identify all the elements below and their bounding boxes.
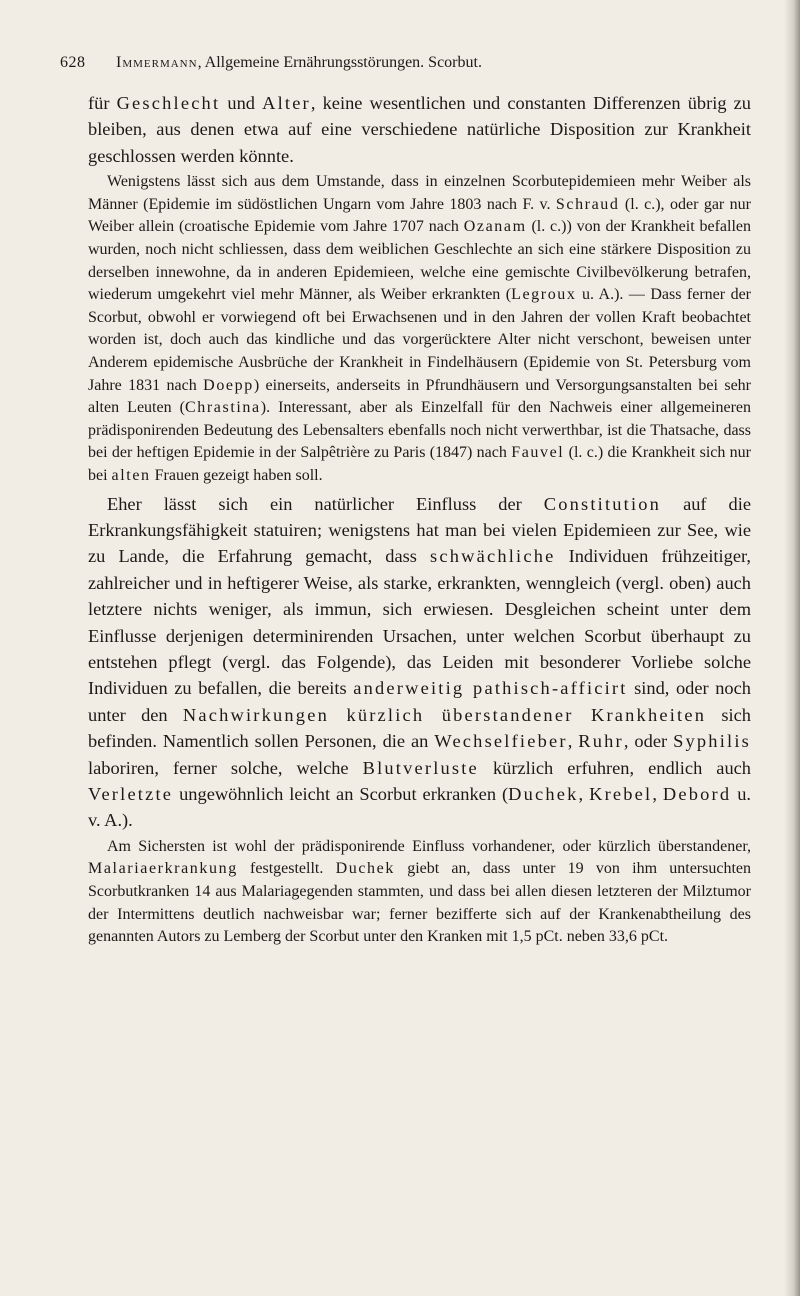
author-name: Schraud [555,195,620,213]
author-name: Debord [662,784,732,804]
spaced-term: schwächliche [430,546,556,567]
spaced-term: Nachwirkungen kürzlich überstandener Krankheiten [182,704,707,725]
spaced-term: Verletzte [88,784,174,804]
spaced-term: Syphilis [673,731,751,752]
author-name: Duchek [335,860,395,878]
spaced-term: Geschlecht [116,93,221,113]
body-text [88,90,751,949]
paragraph-note-sex-age: Wenigstens lässt sich aus dem Umstande, dass in einzelnen Scorbutepidemieen mehr Weiber als Männer (Epidemie im südöstlichen Ungarn vom Jahre 1803 nach F. v. Schraud (l. c.), oder gar nur Weiber allein (croatische Epidemie vom Jahre 1707 nach Ozanam (l. c.)) von der Krankheit befallen wurden, noch nicht schliessen, dass dem weiblichen Geschlechte an sich eine stärkere Disposition zu derselben innewohne, da in anderen Epidemieen, welche eine gemischte Civilbevölkerung betrafen, wiederum umgekehrt viel mehr Männer, als Weiber erkrankten (Legroux u. A.). — Dass ferner der Scorbut, obwohl er vorwiegend oft bei Erwachsenen und in den Jahren der vollen Kraft beobachtet worden ist, doch auch das kindliche und das vorgerücktere Alter nicht verschont, beweisen unter Anderem epidemische Ausbrüche der Krankheit in Findelhäusern (Epidemie von St. Petersburg vom Jahre 1831 nach Doepp) einerseits, anderseits in Pfrundhäusern und Versorgungsanstalten bei sehr alten Leuten (Chrastina). Interessant, aber als Einzelfall für den Nachweis einer allgemeineren prädisponirenden Bedeutung des Lebensalters ebenfalls noch nicht verwerthbar, ist die Thatsache, dass bei der heftigen Epidemie in der Salpêtrière zu Paris (1847) nach Fauvel (l. c.) die Krankheit sich nur bei alten Frauen gezeigt haben soll. [88,173,752,484]
spaced-term: anderweitig pathisch-afficirt [353,678,628,699]
author-name: Legroux [511,286,577,304]
spaced-term: Blutverluste [362,757,479,778]
running-head-author: Immermann [116,54,198,71]
author-name: Duchek [508,784,579,804]
author-name: Krebel [589,784,653,804]
spaced-term: Ruhr [578,731,624,752]
running-head [116,54,482,72]
page-number: 628 [60,54,86,71]
spaced-term: alten [111,466,151,484]
author-name: Ozanam [463,218,527,236]
author-name: Doepp [203,376,254,394]
spaced-term: Constitution [543,493,662,514]
paragraph-continuation: für Geschlecht und Alter, keine wesentlichen und constanten Differenzen übrig zu bleiben, aus denen etwa auf eine verschiedene natürliche Disposition zur Krankheit geschlossen werden könnte. [88,93,752,166]
running-header [60,54,760,78]
paragraph-constitution: Eher lässt sich ein natürlicher Einfluss der Constitution auf die Erkrankungsfähigkeit statuiren; wenigstens hat man bei vielen Epidemieen zur See, wie zu Lande, die Erfahrung gemacht, dass schwächliche Individuen frühzeitiger, zahlreicher und in heftigerer Weise, als starke, erkrankten, wenngleich (vergl. oben) auch letztere nichts weniger, als immun, sich erwiesen. Desgleichen scheint unter dem Einflusse derjenigen determinirenden Ursachen, unter welchen Scorbut überhaupt zu entstehen pflegt (vergl. das Folgende), das Leiden mit besonderer Vorliebe solche Individuen zu befallen, die bereits anderweitig pathisch-afficirt sind, oder noch unter den Nachwirkungen kürzlich überstandener Krankheiten sich befinden. Namentlich sollen Personen, die an Wechselfieber, Ruhr, oder Syphilis laboriren, ferner solche, welche Blutverluste kürzlich erfuhren, endlich auch Verletzte ungewöhnlich leicht an Scorbut erkranken (Duchek, Krebel, Debord u. v. A.). [88,493,752,831]
spaced-term: Alter [262,93,311,113]
running-head-title: , Allgemeine Ernährungsstörungen. Scorbut. [197,54,482,71]
paragraph-note-malaria: Am Sichersten ist wohl der prädisponirende Einfluss vorhandener, oder kürzlich überstandener, Malariaerkrankung festgestellt. Duchek giebt an, dass unter 19 von ihm untersuchten Scorbutkranken 14 aus Malariagegenden stammten, und dass bei allen diesen letzteren der Milztumor der Intermittens deutlich nachweisbar war; ferner bezifferte sich auf der Krankenabtheilung des genannten Autors zu Lemberg der Scorbut unter den Kranken mit 1,5 pCt. neben 33,6 pCt. [88,837,751,946]
author-name: Chrastina [185,399,261,417]
author-name: Fauvel [511,444,565,462]
spaced-term: Malariaerkrankung [88,860,238,878]
page-binding-shadow [784,0,800,1296]
spaced-term: Wechselfieber [434,731,568,752]
